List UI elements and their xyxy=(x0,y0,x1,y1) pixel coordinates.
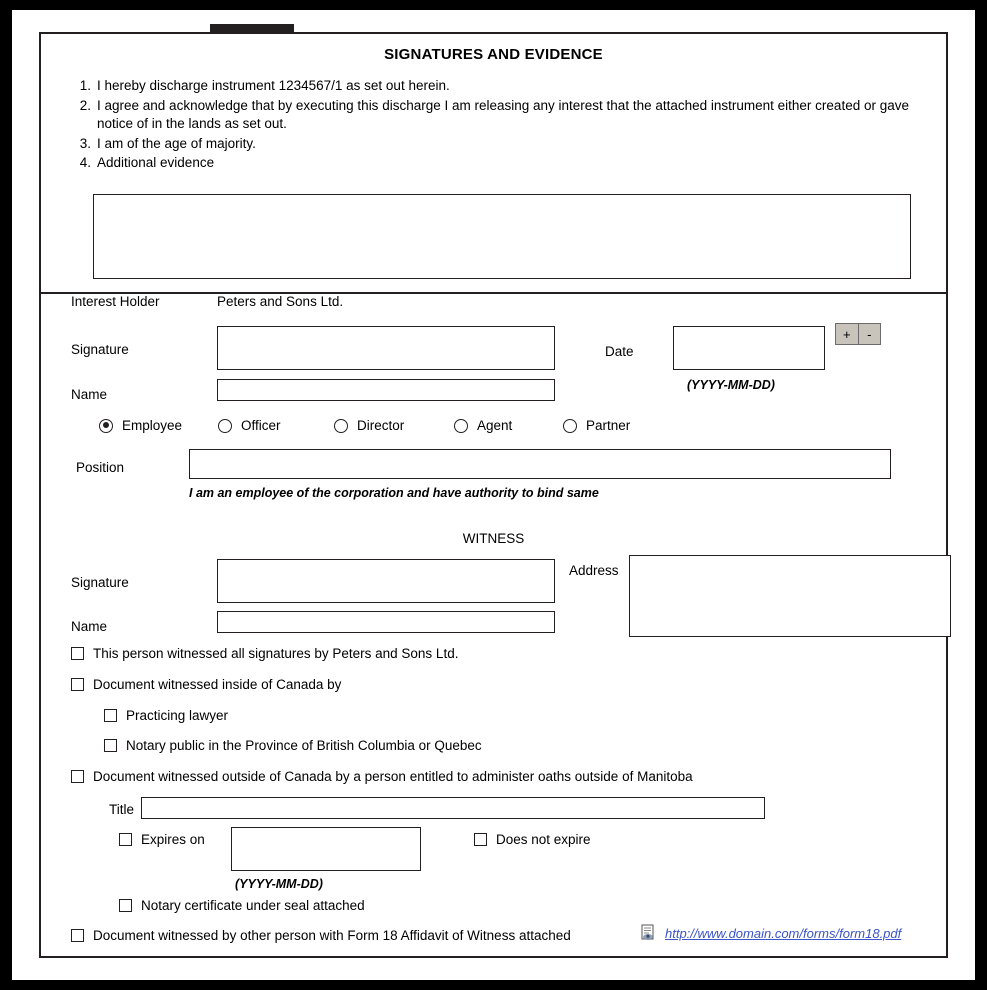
holder-signature-input[interactable] xyxy=(217,326,555,370)
capacity-option-employee[interactable] xyxy=(99,418,182,433)
capacity-option-director[interactable] xyxy=(334,418,404,433)
interest-holder-label: Interest Holder xyxy=(71,294,160,309)
capacity-label: Agent xyxy=(477,418,513,433)
capacity-radio-group xyxy=(99,418,899,440)
witness-name-input[interactable] xyxy=(217,611,555,633)
witness-title-label: Title xyxy=(109,802,135,817)
checkbox-label: This person witnessed all signatures by Peters and Sons Ltd. xyxy=(93,646,459,661)
checkbox-icon[interactable] xyxy=(71,929,84,942)
witness-address-input[interactable] xyxy=(629,555,951,637)
date-format-hint: (YYYY-MM-DD) xyxy=(687,378,775,392)
holder-date-input[interactable] xyxy=(673,326,825,370)
form18-link-row[interactable] xyxy=(639,924,901,942)
checkbox-notary-public-bc-quebec[interactable] xyxy=(104,738,482,753)
capacity-option-officer[interactable] xyxy=(218,418,281,433)
checkbox-icon[interactable] xyxy=(474,833,487,846)
expires-date-input[interactable] xyxy=(231,827,421,871)
holder-name-label: Name xyxy=(71,387,108,402)
radio-icon[interactable] xyxy=(99,419,113,433)
radio-icon[interactable] xyxy=(454,419,468,433)
add-row-button[interactable]: + xyxy=(842,326,851,342)
page-tab-marker xyxy=(210,24,294,32)
witness-address-label: Address xyxy=(569,563,619,578)
list-item: Additional evidence xyxy=(97,155,215,170)
checkbox-expires-on[interactable] xyxy=(119,832,205,847)
checkbox-icon[interactable] xyxy=(71,678,84,691)
witness-title-input[interactable] xyxy=(141,797,765,819)
radio-icon[interactable] xyxy=(563,419,577,433)
checkbox-label: Document witnessed outside of Canada by a person entitled to administer oaths outside of Manitoba xyxy=(93,769,693,784)
additional-evidence-input[interactable] xyxy=(93,194,911,279)
capacity-label: Director xyxy=(357,418,405,433)
checkbox-icon[interactable] xyxy=(119,899,132,912)
checkbox-label: Does not expire xyxy=(496,832,591,847)
interest-holder-name: Peters and Sons Ltd. xyxy=(217,294,344,309)
checkbox-label: Expires on xyxy=(141,832,205,847)
checkbox-notary-certificate-seal[interactable] xyxy=(119,898,365,913)
witness-signature-input[interactable] xyxy=(217,559,555,603)
document-page xyxy=(12,10,975,980)
expires-date-format-hint: (YYYY-MM-DD) xyxy=(235,877,323,891)
checkbox-label: Document witnessed inside of Canada by xyxy=(93,677,342,692)
authority-statement: I am an employee of the corporation and have authority to bind same xyxy=(189,486,599,500)
checkbox-icon[interactable] xyxy=(104,709,117,722)
position-input[interactable] xyxy=(189,449,891,479)
signatures-and-evidence-form xyxy=(39,32,948,958)
checkbox-does-not-expire[interactable] xyxy=(474,832,591,847)
checkbox-icon[interactable] xyxy=(71,647,84,660)
checkbox-icon[interactable] xyxy=(119,833,132,846)
checkbox-witnessed-all-signatures[interactable] xyxy=(71,646,458,661)
checkbox-icon[interactable] xyxy=(71,770,84,783)
list-item: I am of the age of majority. xyxy=(97,135,256,151)
witness-signature-label: Signature xyxy=(71,575,129,590)
witness-name-label: Name xyxy=(71,619,108,634)
list-item: I hereby discharge instrument 1234567/1 as set out herein. xyxy=(97,78,450,93)
checkbox-witnessed-outside-canada[interactable] xyxy=(71,769,693,784)
capacity-option-partner[interactable] xyxy=(563,418,630,433)
checkbox-label: Practicing lawyer xyxy=(126,708,229,723)
checkbox-label: Notary public in the Province of British Columbia or Quebec xyxy=(126,738,482,753)
witness-section-title: WITNESS xyxy=(462,531,525,546)
add-remove-row-buttons[interactable] xyxy=(835,323,881,345)
radio-icon[interactable] xyxy=(334,419,348,433)
checkbox-practicing-lawyer[interactable] xyxy=(104,708,228,723)
form18-link[interactable]: http://www.domain.com/forms/form18.pdf xyxy=(665,925,902,941)
holder-signature-label: Signature xyxy=(71,342,129,357)
holder-name-input[interactable] xyxy=(217,379,555,401)
page-title: SIGNATURES AND EVIDENCE xyxy=(384,46,603,63)
checkbox-icon[interactable] xyxy=(104,739,117,752)
capacity-label: Officer xyxy=(241,418,281,433)
section-divider xyxy=(41,292,946,294)
checkbox-label: Notary certificate under seal attached xyxy=(141,898,365,913)
discharge-statements-list xyxy=(41,77,946,173)
pdf-document-icon xyxy=(639,924,659,942)
capacity-label: Employee xyxy=(122,418,183,433)
capacity-option-agent[interactable] xyxy=(454,418,512,433)
checkbox-label: Document witnessed by other person with Form 18 Affidavit of Witness attached xyxy=(93,928,571,943)
capacity-label: Partner xyxy=(586,418,631,433)
position-label: Position xyxy=(76,460,125,475)
list-item: I agree and acknowledge that by executing this discharge I am releasing any interest that the attached instrument either created or gave notice of in the lands as set out. xyxy=(97,97,909,131)
holder-date-label: Date xyxy=(605,344,634,359)
checkbox-form18-affidavit[interactable] xyxy=(71,928,571,943)
remove-row-button[interactable]: - xyxy=(858,324,881,344)
radio-icon[interactable] xyxy=(218,419,232,433)
checkbox-witnessed-inside-canada[interactable] xyxy=(71,677,341,692)
